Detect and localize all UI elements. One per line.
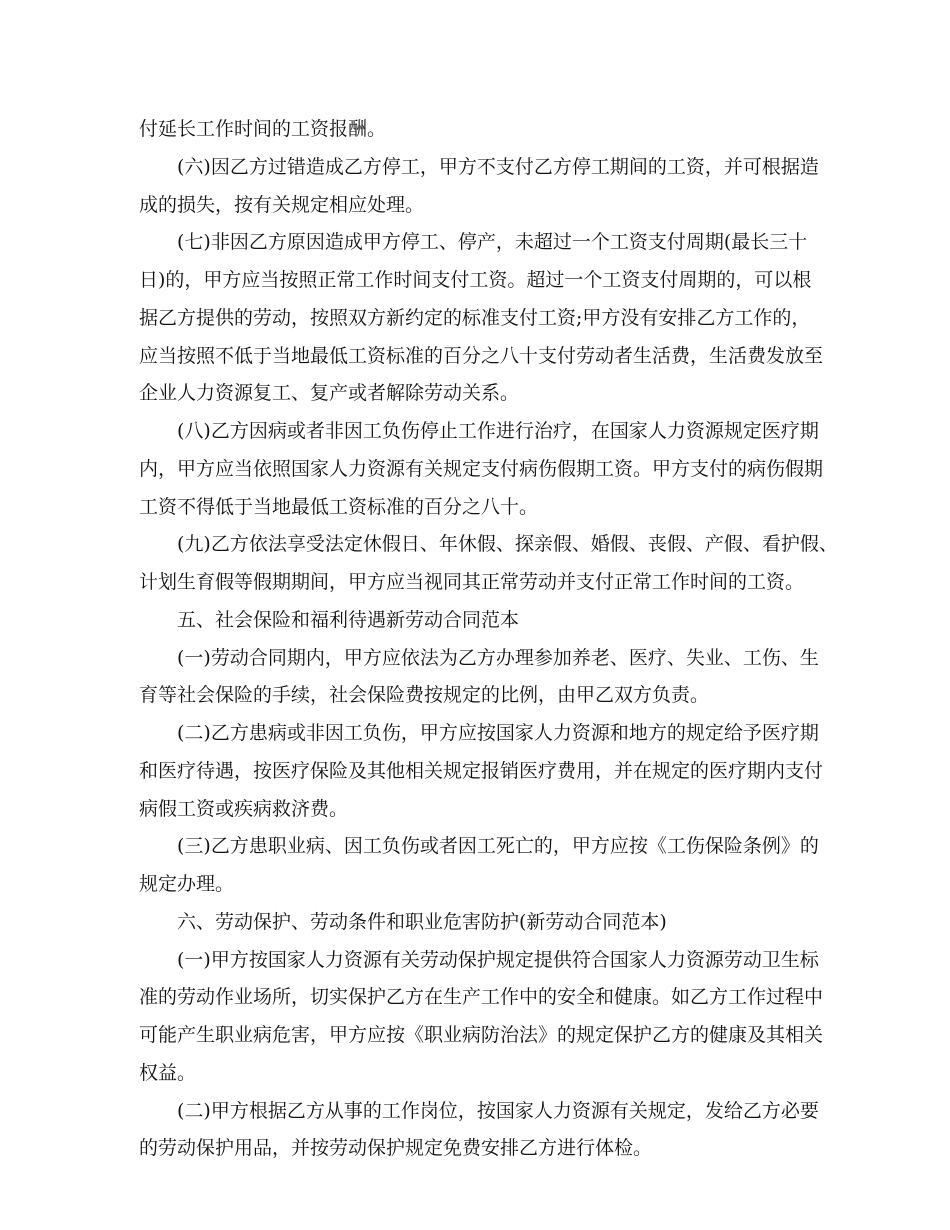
paragraph-protection-clause-2 — [139, 1093, 839, 1169]
section-heading: 五、社会保险和福利待遇新劳动合同范本 — [177, 608, 520, 631]
paragraph-clause-9 — [139, 526, 839, 602]
text-line: (一)甲方按国家人力资源有关劳动保护规定提供符合国家人力资源劳动卫生标 — [177, 948, 819, 971]
paragraph-protection-clause-1 — [139, 942, 839, 1093]
text-line: 规定办理。 — [139, 873, 235, 895]
text-line: 育等社会保险的手续，社会保险费按规定的比例，由甲乙双方负责。 — [139, 684, 710, 707]
text-line: 内，甲方应当依照国家人力资源有关规定支付病伤假期工资。甲方支付的病伤假期 — [139, 457, 824, 480]
text-line: (三)乙方患职业病、因工负伤或者因工死亡的，甲方应按《工伤保险条例》的 — [177, 835, 819, 858]
text-line: 应当按照不低于当地最低工资标准的百分之八十支付劳动者生活费，生活费发放至 — [139, 344, 824, 367]
text-line: (一)劳动合同期内，甲方应依法为乙方办理参加养老、医疗、失业、工伤、生 — [177, 646, 819, 669]
section-heading-social-insurance — [139, 602, 839, 640]
text-line: 权益。 — [139, 1061, 197, 1084]
text-line: 计划生育假等假期期间，甲方应当视同其正常劳动并支付正常工作时间的工资。 — [139, 571, 805, 593]
section-heading-labor-protection — [139, 904, 839, 942]
text-line: (七)非因乙方原因造成甲方停工、停产，未超过一个工资支付周期(最长三十 — [177, 231, 808, 254]
text-line: (八)乙方因病或者非因工负伤停止工作进行治疗，在国家人力资源规定医疗期 — [177, 420, 819, 442]
text-line: 准的劳动作业场所，切实保护乙方在生产工作中的安全和健康。如乙方工作过程中 — [139, 986, 824, 1009]
text-line: 病假工资或疾病救济费。 — [139, 797, 349, 820]
text-line: 的劳动保护用品，并按劳动保护规定免费安排乙方进行体检。 — [139, 1137, 653, 1160]
text-line: (九)乙方依法享受法定休假日、年休假、探亲假、婚假、丧假、产假、看护假、 — [177, 533, 838, 556]
text-line: (二)甲方根据乙方从事的工作岗位，按国家人力资源有关规定，发给乙方必要 — [177, 1099, 819, 1122]
paragraph-clause-8 — [139, 413, 839, 526]
paragraph-clause-7 — [139, 224, 839, 413]
text-line: 和医疗待遇，按医疗保险及其他相关规定报销医疗费用，并在规定的医疗期内支付 — [139, 759, 824, 782]
paragraph-clause-6 — [139, 149, 839, 225]
text-line: (六)因乙方过错造成乙方停工，甲方不支付乙方停工期间的工资，并可根据造 — [177, 155, 819, 178]
text-line: 日)的，甲方应当按照正常工作时间支付工资。超过一个工资支付周期的，可以根 — [139, 269, 812, 291]
text-line: 可能产生职业病危害，甲方应按《职业病防治法》的规定保护乙方的健康及其相关 — [139, 1024, 824, 1046]
text-line: 成的损失，按有关规定相应处理。 — [139, 193, 425, 216]
text-line: (二)乙方患病或非因工负伤，甲方应按国家人力资源和地方的规定给予医疗期 — [177, 722, 819, 744]
paragraph-insurance-clause-2 — [139, 715, 839, 828]
paragraph-insurance-clause-1 — [139, 640, 839, 716]
text-line: 企业人力资源复工、复产或者解除劳动关系。 — [139, 382, 520, 405]
text-line: 据乙方提供的劳动，按照双方新约定的标准支付工资;甲方没有安排乙方工作的， — [139, 306, 811, 329]
paragraph-overtime-pay-continued — [139, 111, 839, 149]
text-line: 付延长工作时间的工资报酬。 — [139, 118, 387, 140]
section-heading: 六、劳动保护、劳动条件和职业危害防护(新劳动合同范本) — [177, 910, 667, 933]
document-body — [139, 111, 839, 1168]
text-line: 工资不得低于当地最低工资标准的百分之八十。 — [139, 495, 539, 518]
paragraph-insurance-clause-3 — [139, 828, 839, 904]
